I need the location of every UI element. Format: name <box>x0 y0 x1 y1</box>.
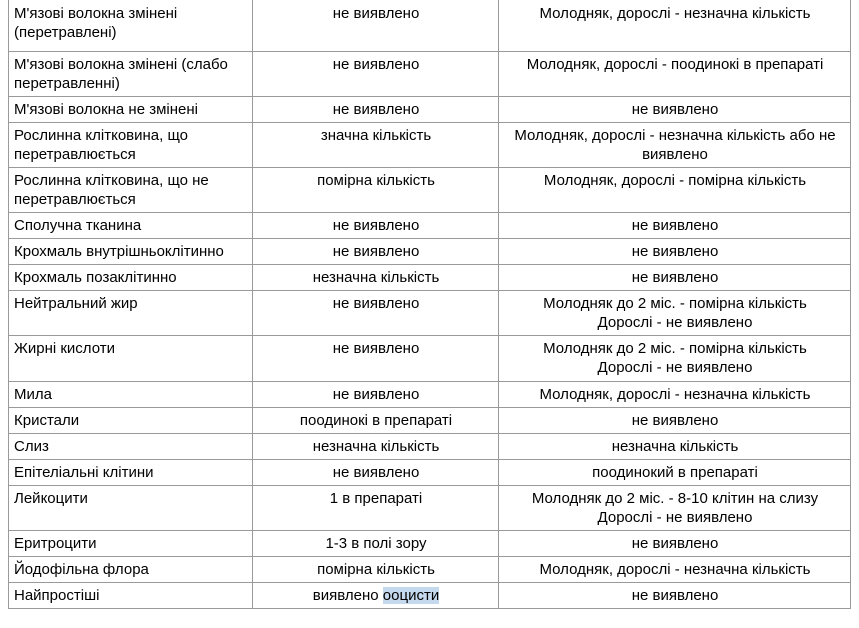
norm-cell <box>499 97 851 123</box>
norm-line: Дорослі - не виявлено <box>597 314 753 331</box>
result-value: 1 в препараті <box>329 490 423 507</box>
indicator-label: Еритроцити <box>14 535 97 552</box>
result-value: не виявлено <box>332 217 420 234</box>
norm-cell <box>499 382 851 408</box>
table-row <box>9 291 851 336</box>
norm-cell <box>499 460 851 486</box>
result-cell <box>253 239 499 265</box>
result-cell <box>253 434 499 460</box>
indicator-cell <box>9 291 253 336</box>
result-cell <box>253 382 499 408</box>
indicator-label: Жирні кислоти <box>14 340 115 357</box>
indicator-cell <box>9 583 253 609</box>
norm-line: Дорослі - не виявлено <box>597 509 753 526</box>
norm-cell <box>499 213 851 239</box>
norm-cell <box>499 531 851 557</box>
table-row <box>9 408 851 434</box>
table-row <box>9 583 851 609</box>
norm-cell <box>499 52 851 97</box>
norm-line: Молодняк, дорослі - незначна кількість або не виявлено <box>514 127 836 163</box>
indicator-label: М'язові волокна змінені (перетравлені) <box>14 5 178 41</box>
norm-line: не виявлено <box>631 412 719 429</box>
results-table-body <box>9 0 851 609</box>
indicator-label: Нейтральний жир <box>14 295 138 312</box>
indicator-cell <box>9 557 253 583</box>
results-table <box>8 0 851 609</box>
indicator-label: Крохмаль позаклітинно <box>14 269 177 286</box>
result-cell <box>253 486 499 531</box>
indicator-cell <box>9 486 253 531</box>
norm-cell <box>499 291 851 336</box>
norm-line: Молодняк, дорослі - незначна кількість <box>539 386 811 403</box>
indicator-label: Найпростіші <box>14 587 100 604</box>
result-value: не виявлено <box>332 340 420 357</box>
norm-line: не виявлено <box>631 587 719 604</box>
indicator-cell <box>9 408 253 434</box>
result-value: не виявлено <box>332 295 420 312</box>
selected-text-highlight[interactable]: ооцисти <box>382 587 440 604</box>
norm-line: Молодняк, дорослі - незначна кількість <box>539 5 811 22</box>
indicator-cell <box>9 265 253 291</box>
norm-line: незначна кількість <box>611 438 739 455</box>
result-value: незначна кількість <box>312 438 440 455</box>
indicator-label: М'язові волокна змінені (слабо перетравленні) <box>14 56 228 92</box>
indicator-cell <box>9 460 253 486</box>
indicator-label: Рослинна клітковина, що не перетравлюється <box>14 172 209 208</box>
norm-cell <box>499 583 851 609</box>
result-value: не виявлено <box>332 56 420 73</box>
table-row <box>9 265 851 291</box>
indicator-cell <box>9 239 253 265</box>
indicator-label: М'язові волокна не змінені <box>14 101 198 118</box>
indicator-label: Рослинна клітковина, що перетравлюється <box>14 127 188 163</box>
indicator-label: Крохмаль внутрішньоклітинно <box>14 243 224 260</box>
result-cell <box>253 213 499 239</box>
result-cell <box>253 583 499 609</box>
norm-cell <box>499 239 851 265</box>
result-value: виявлено <box>312 587 379 604</box>
result-cell <box>253 97 499 123</box>
result-value: незначна кількість <box>312 269 440 286</box>
table-row <box>9 382 851 408</box>
table-row <box>9 557 851 583</box>
norm-line: Молодняк, дорослі - незначна кількість <box>539 561 811 578</box>
result-cell <box>253 531 499 557</box>
table-row <box>9 239 851 265</box>
table-row <box>9 0 851 52</box>
indicator-label: Лейкоцити <box>14 490 88 507</box>
indicator-cell <box>9 213 253 239</box>
norm-line: не виявлено <box>631 269 719 286</box>
table-row <box>9 213 851 239</box>
indicator-cell <box>9 0 253 52</box>
result-cell <box>253 291 499 336</box>
norm-cell <box>499 0 851 52</box>
indicator-cell <box>9 336 253 382</box>
result-value: не виявлено <box>332 243 420 260</box>
table-row <box>9 460 851 486</box>
table-row <box>9 168 851 213</box>
norm-line: Молодняк до 2 міс. - помірна кількість <box>543 340 807 357</box>
result-value: не виявлено <box>332 386 420 403</box>
result-cell <box>253 0 499 52</box>
norm-cell <box>499 557 851 583</box>
indicator-label: Йодофільна флора <box>14 561 149 578</box>
norm-cell <box>499 336 851 382</box>
norm-cell <box>499 168 851 213</box>
indicator-label: Сполучна тканина <box>14 217 142 234</box>
indicator-label: Слиз <box>14 438 49 455</box>
indicator-cell <box>9 382 253 408</box>
norm-cell <box>499 408 851 434</box>
indicator-label: Епітеліальні клітини <box>14 464 154 481</box>
norm-line: не виявлено <box>631 217 719 234</box>
indicator-cell <box>9 97 253 123</box>
result-cell <box>253 336 499 382</box>
result-value: 1-3 в полі зору <box>325 535 427 552</box>
result-cell <box>253 460 499 486</box>
indicator-cell <box>9 531 253 557</box>
table-row <box>9 434 851 460</box>
table-row <box>9 97 851 123</box>
norm-line: Молодняк, дорослі - помірна кількість <box>543 172 807 189</box>
indicator-cell <box>9 123 253 168</box>
result-cell <box>253 408 499 434</box>
indicator-cell <box>9 52 253 97</box>
norm-line: не виявлено <box>631 535 719 552</box>
indicator-cell <box>9 434 253 460</box>
result-value: не виявлено <box>332 101 420 118</box>
result-value: поодинокі в препараті <box>299 412 453 429</box>
norm-cell <box>499 486 851 531</box>
table-row <box>9 486 851 531</box>
indicator-label: Мила <box>14 386 52 403</box>
norm-cell <box>499 434 851 460</box>
result-cell <box>253 557 499 583</box>
result-cell <box>253 52 499 97</box>
result-value: не виявлено <box>332 464 420 481</box>
result-cell <box>253 265 499 291</box>
table-row <box>9 336 851 382</box>
norm-line: Молодняк, дорослі - поодинокі в препараті <box>526 56 824 73</box>
norm-line: Молодняк до 2 міс. - 8-10 клітин на слизу <box>531 490 819 507</box>
norm-line: поодинокий в препараті <box>592 464 758 481</box>
result-value: не виявлено <box>332 5 420 22</box>
result-value: помірна кількість <box>317 172 435 189</box>
table-row <box>9 52 851 97</box>
norm-line: Дорослі - не виявлено <box>597 359 753 376</box>
norm-line: не виявлено <box>631 243 719 260</box>
table-row <box>9 123 851 168</box>
norm-line: не виявлено <box>631 101 719 118</box>
result-value: помірна кількість <box>317 561 435 578</box>
table-row <box>9 531 851 557</box>
result-cell <box>253 123 499 168</box>
indicator-cell <box>9 168 253 213</box>
indicator-label: Кристали <box>14 412 80 429</box>
result-cell <box>253 168 499 213</box>
norm-cell <box>499 123 851 168</box>
norm-line: Молодняк до 2 міс. - помірна кількість <box>543 295 807 312</box>
result-value: значна кількість <box>320 127 432 144</box>
norm-cell <box>499 265 851 291</box>
